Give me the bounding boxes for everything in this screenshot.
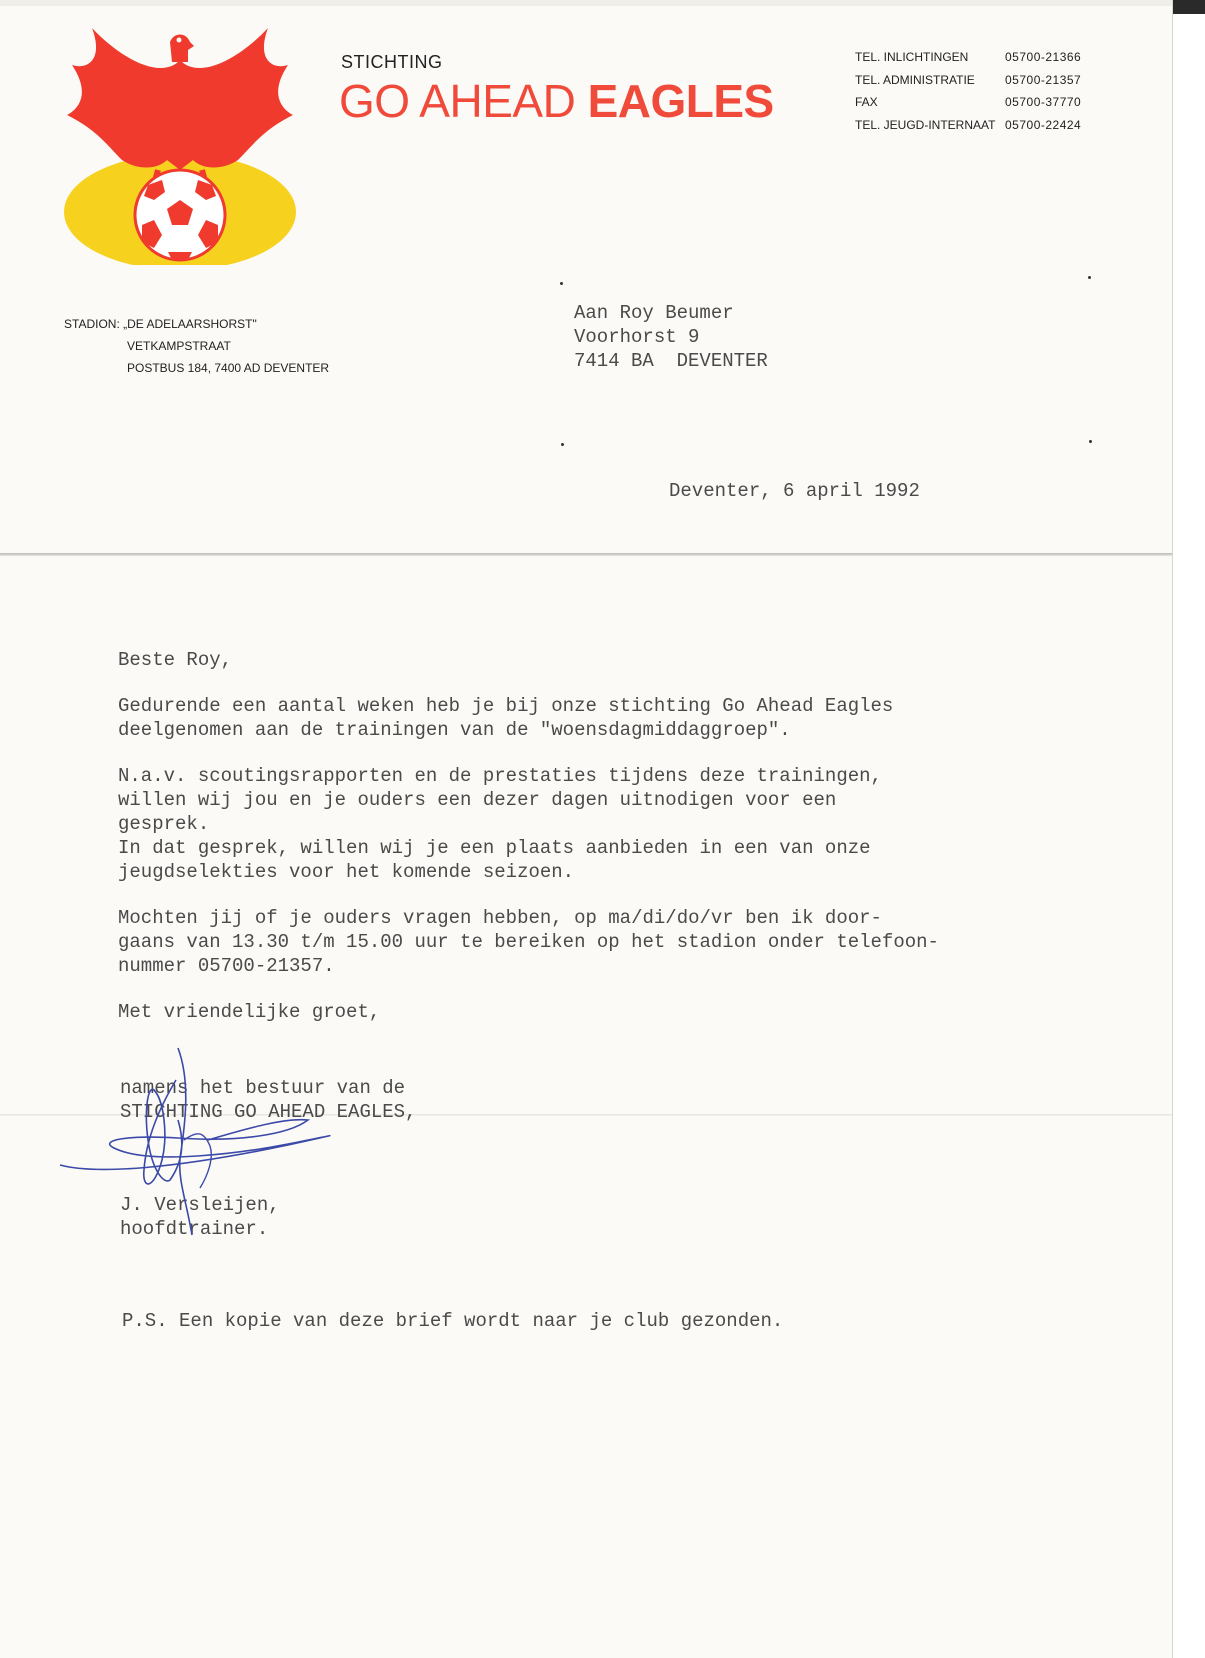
window-corner-mark xyxy=(560,282,563,285)
contact-label: TEL. JEUGD-INTERNAAT xyxy=(855,117,996,132)
address-line: POSTBUS 184, 7400 AD DEVENTER xyxy=(127,361,330,375)
club-name xyxy=(339,74,774,128)
recipient-line: 7414 BA DEVENTER xyxy=(574,350,768,372)
contact-number: 05700-37770 xyxy=(1005,95,1082,109)
postscript: P.S. Een kopie van deze brief wordt naar je club gezonden. xyxy=(122,1310,784,1332)
foundation-label: STICHTING xyxy=(341,52,443,72)
address-line: VETKAMPSTRAAT xyxy=(127,339,231,353)
address-line: STADION: „DE ADELAARSHORST" xyxy=(64,317,257,331)
paragraph xyxy=(118,694,939,742)
paper-edge xyxy=(0,0,1172,6)
paper-fold xyxy=(0,553,1172,556)
contact-label: TEL. ADMINISTRATIE xyxy=(855,72,975,87)
eagle-on-football-icon xyxy=(62,20,298,265)
recipient-line: Voorhorst 9 xyxy=(574,326,700,348)
contact-number: 05700-22424 xyxy=(1005,117,1082,132)
contact-number: 05700-21357 xyxy=(1005,72,1082,87)
paragraph xyxy=(118,764,939,884)
contact-number: 05700-21366 xyxy=(1005,50,1082,64)
paragraph-line: N.a.v. scoutingsrapporten en de prestaties tijdens deze trainingen, xyxy=(118,765,882,787)
window-corner-mark xyxy=(561,443,564,446)
letter-date: Deventer, 6 april 1992 xyxy=(669,480,920,502)
paragraph xyxy=(118,906,939,978)
paragraph-line: Gedurende een aantal weken heb je bij onze stichting Go Ahead Eagles xyxy=(118,695,894,717)
window-corner-mark xyxy=(1088,276,1091,279)
recipient-line: Aan Roy Beumer xyxy=(574,302,734,324)
closing: Met vriendelijke groet, xyxy=(118,1001,381,1023)
scan-edge xyxy=(1173,0,1205,14)
paragraph-line: gaans van 13.30 t/m 15.00 uur te bereiken op het stadion onder telefoon- xyxy=(118,931,939,953)
handwritten-signature-icon xyxy=(58,1040,343,1240)
club-address xyxy=(64,313,329,379)
contact-label: FAX xyxy=(855,95,878,109)
paragraph-line: gesprek. xyxy=(118,813,210,835)
paragraph-line: In dat gesprek, willen wij je een plaats aanbieden in een van onze xyxy=(118,837,871,859)
paragraph-line: nummer 05700-21357. xyxy=(118,955,335,977)
signer-name: J. Versleijen, xyxy=(120,1194,280,1216)
on-behalf-line: namens het bestuur van de xyxy=(120,1077,406,1099)
club-name-light: GO AHEAD xyxy=(339,75,576,127)
window-corner-mark xyxy=(1089,440,1092,443)
paragraph-line: deelgenomen aan de trainingen van de "woensdagmiddaggroep". xyxy=(118,719,791,741)
salutation: Beste Roy, xyxy=(118,649,233,671)
letter-body xyxy=(118,648,939,1024)
recipient-address xyxy=(574,301,768,373)
signer-title: hoofdtrainer. xyxy=(120,1218,269,1240)
paragraph-line: willen wij jou en je ouders een dezer dagen uitnodigen voor een xyxy=(118,789,837,811)
contact-label: TEL. INLICHTINGEN xyxy=(855,50,969,64)
paragraph-line: jeugdselekties voor het komende seizoen. xyxy=(118,861,575,883)
paragraph-line: Mochten jij of je ouders vragen hebben, op ma/di/do/vr ben ik door- xyxy=(118,907,882,929)
on-behalf-line: STICHTING GO AHEAD EAGLES, xyxy=(120,1101,417,1123)
club-name-bold: EAGLES xyxy=(587,75,774,127)
